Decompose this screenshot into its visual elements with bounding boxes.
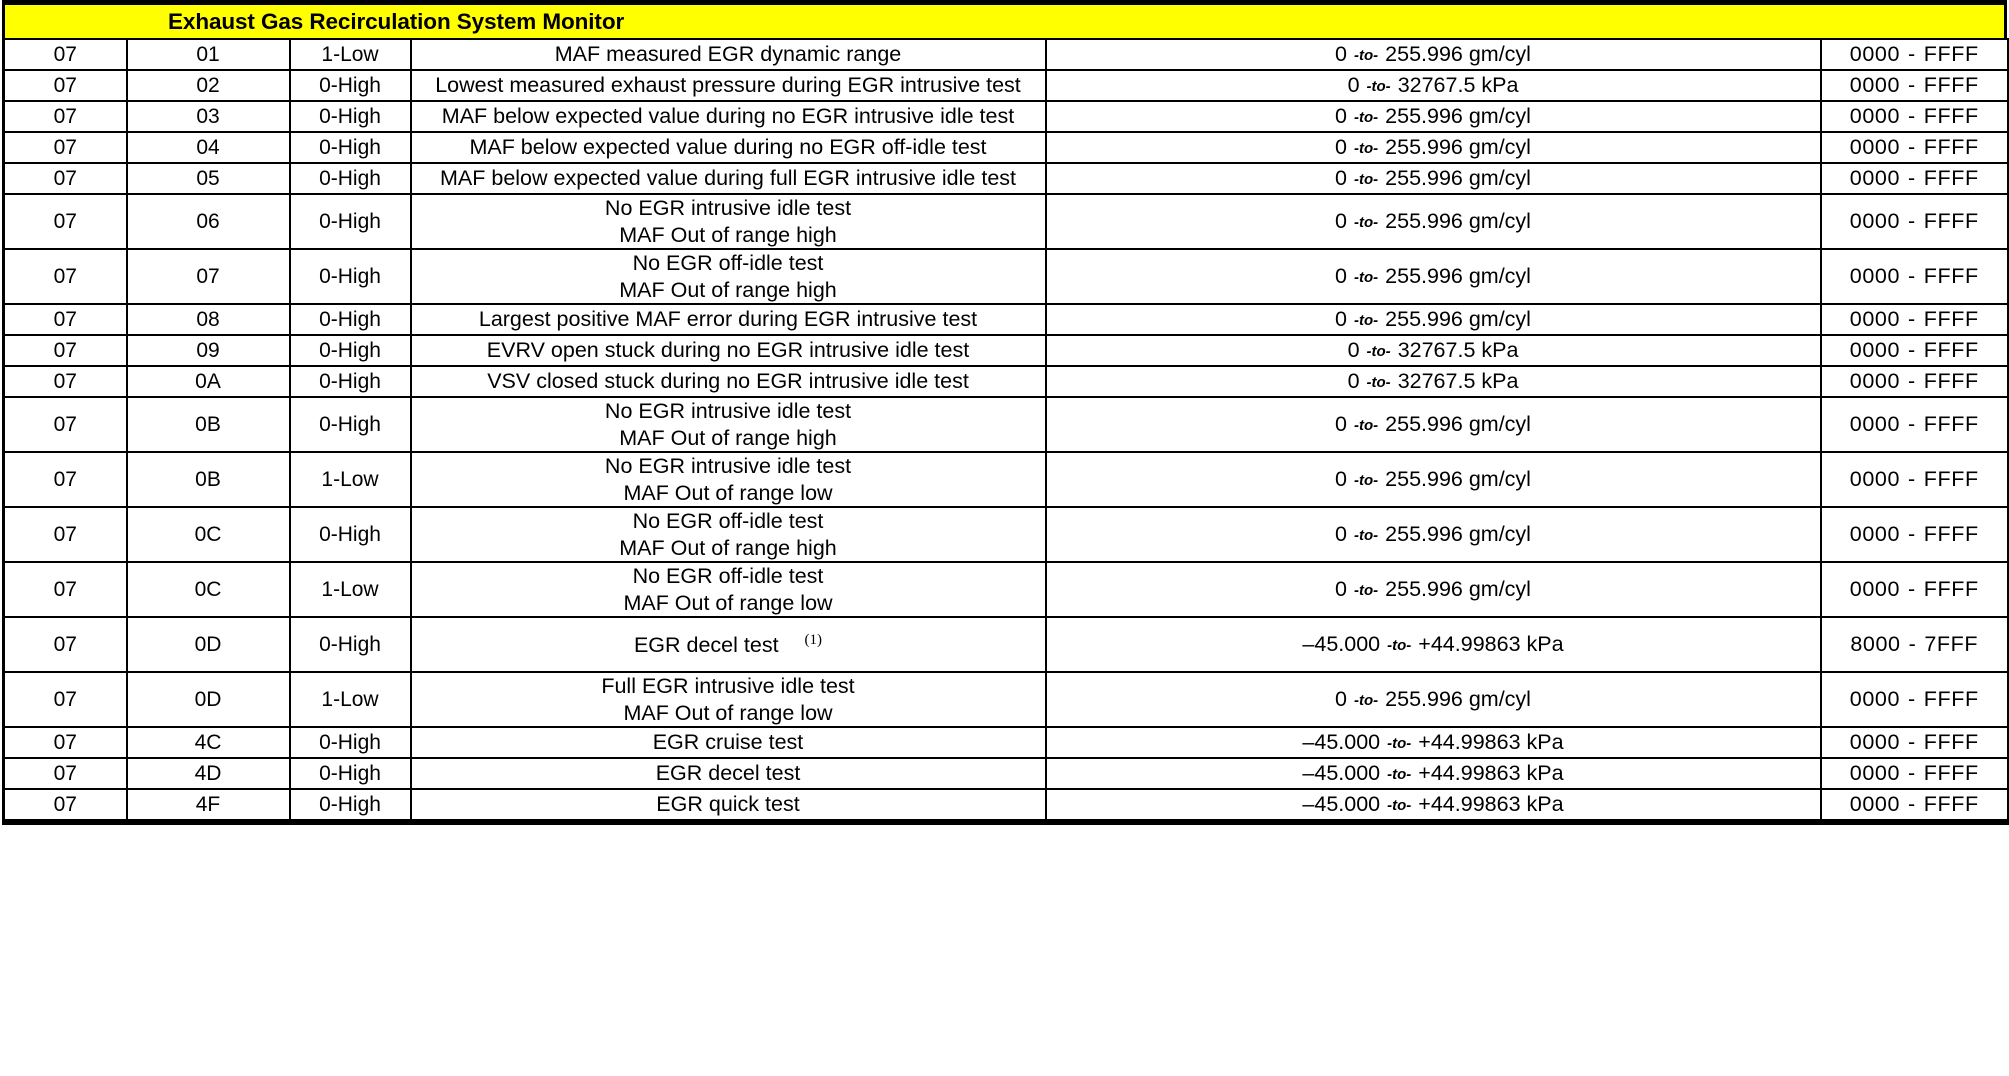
cell-system-id: 07 xyxy=(4,727,127,758)
description-line-2: MAF Out of range high xyxy=(619,535,837,560)
cell-description xyxy=(411,249,1046,304)
hex-low-value: 0000 xyxy=(1849,761,1901,785)
cell-hex-range xyxy=(1821,194,2009,249)
cell-range xyxy=(1046,617,1821,672)
cell-system-id: 07 xyxy=(4,304,127,335)
cell-hex-range xyxy=(1821,562,2009,617)
cell-description xyxy=(411,672,1046,727)
range-high-value: 255.996 gm/cyl xyxy=(1385,467,1531,492)
range-separator: -to- xyxy=(1387,735,1412,753)
cell-range xyxy=(1046,132,1821,163)
table-row xyxy=(4,304,2009,335)
hex-separator: - xyxy=(1908,687,1916,711)
range-high-value: +44.99863 kPa xyxy=(1418,730,1564,755)
cell-hex-range xyxy=(1821,132,2009,163)
hex-low-value: 0000 xyxy=(1849,104,1901,128)
range-low-value: 0 xyxy=(1335,577,1347,602)
cell-test-id: 06 xyxy=(127,194,290,249)
description-line-1: EGR decel test xyxy=(633,632,779,657)
range-separator: -to- xyxy=(1354,692,1379,710)
hex-separator: - xyxy=(1908,730,1916,754)
cell-test-id: 0D xyxy=(127,672,290,727)
table-row xyxy=(4,132,2009,163)
cell-test-id: 01 xyxy=(127,39,290,70)
cell-range xyxy=(1046,101,1821,132)
cell-range xyxy=(1046,304,1821,335)
range-high-value: 255.996 gm/cyl xyxy=(1385,307,1531,332)
table-row xyxy=(4,163,2009,194)
cell-limit-type: 0-High xyxy=(290,304,411,335)
cell-range xyxy=(1046,39,1821,70)
range-low-value: 0 xyxy=(1335,264,1347,289)
description-line-2: MAF Out of range low xyxy=(623,590,833,615)
cell-description xyxy=(411,397,1046,452)
cell-hex-range xyxy=(1821,304,2009,335)
cell-test-id: 0C xyxy=(127,507,290,562)
cell-hex-range xyxy=(1821,727,2009,758)
hex-separator: - xyxy=(1908,135,1916,159)
hex-high-value: FFFF xyxy=(1923,104,1979,128)
range-high-value: 255.996 gm/cyl xyxy=(1385,577,1531,602)
description-line-1: Full EGR intrusive idle test xyxy=(601,674,855,699)
hex-separator: - xyxy=(1908,467,1916,491)
table-row xyxy=(4,562,2009,617)
hex-low-value: 0000 xyxy=(1849,577,1901,601)
cell-system-id: 07 xyxy=(4,70,127,101)
cell-description xyxy=(411,163,1046,194)
cell-description xyxy=(411,304,1046,335)
cell-limit-type: 0-High xyxy=(290,101,411,132)
hex-low-value: 0000 xyxy=(1849,73,1901,97)
cell-hex-range xyxy=(1821,249,2009,304)
range-high-value: 32767.5 kPa xyxy=(1397,73,1519,98)
table-row xyxy=(4,672,2009,727)
hex-low-value: 8000 xyxy=(1850,632,1901,656)
spec-table-body xyxy=(4,39,2009,822)
cell-hex-range xyxy=(1821,70,2009,101)
cell-system-id: 07 xyxy=(4,335,127,366)
hex-high-value: FFFF xyxy=(1923,577,1979,601)
hex-low-value: 0000 xyxy=(1849,412,1901,436)
hex-separator: - xyxy=(1908,166,1916,190)
table-row xyxy=(4,397,2009,452)
cell-description xyxy=(411,132,1046,163)
hex-low-value: 0000 xyxy=(1849,166,1901,190)
description-line-1: No EGR intrusive idle test xyxy=(604,196,852,221)
hex-separator: - xyxy=(1908,209,1916,233)
cell-hex-range xyxy=(1821,452,2009,507)
cell-system-id: 07 xyxy=(4,163,127,194)
hex-high-value: FFFF xyxy=(1923,369,1979,393)
cell-range xyxy=(1046,249,1821,304)
range-separator: -to- xyxy=(1387,637,1412,655)
hex-high-value: FFFF xyxy=(1923,412,1979,436)
range-separator: -to- xyxy=(1354,527,1379,545)
hex-high-value: FFFF xyxy=(1923,730,1979,754)
cell-limit-type: 1-Low xyxy=(290,452,411,507)
table-row xyxy=(4,335,2009,366)
description-line-1: No EGR off-idle test xyxy=(632,564,824,589)
hex-separator: - xyxy=(1908,338,1916,362)
cell-description xyxy=(411,727,1046,758)
cell-range xyxy=(1046,163,1821,194)
hex-low-value: 0000 xyxy=(1849,687,1901,711)
hex-low-value: 0000 xyxy=(1849,522,1901,546)
table-row xyxy=(4,617,2009,672)
cell-system-id: 07 xyxy=(4,397,127,452)
description-line-1: Lowest measured exhaust pressure during EGR intrusive test xyxy=(435,73,1021,98)
cell-test-id: 08 xyxy=(127,304,290,335)
hex-low-value: 0000 xyxy=(1849,467,1901,491)
cell-range xyxy=(1046,562,1821,617)
cell-test-id: 0D xyxy=(127,617,290,672)
cell-limit-type: 0-High xyxy=(290,70,411,101)
cell-limit-type: 0-High xyxy=(290,366,411,397)
cell-test-id: 4D xyxy=(127,758,290,789)
cell-test-id: 07 xyxy=(127,249,290,304)
hex-low-value: 0000 xyxy=(1849,209,1901,233)
hex-separator: - xyxy=(1908,264,1916,288)
cell-description xyxy=(411,507,1046,562)
cell-limit-type: 0-High xyxy=(290,617,411,672)
description-line-2: MAF Out of range high xyxy=(619,425,837,450)
description-line-1: MAF measured EGR dynamic range xyxy=(554,42,902,67)
hex-separator: - xyxy=(1908,104,1916,128)
table-row xyxy=(4,194,2009,249)
cell-test-id: 03 xyxy=(127,101,290,132)
cell-system-id: 07 xyxy=(4,758,127,789)
hex-low-value: 0000 xyxy=(1849,135,1901,159)
cell-system-id: 07 xyxy=(4,132,127,163)
hex-low-value: 0000 xyxy=(1849,369,1901,393)
cell-test-id: 05 xyxy=(127,163,290,194)
range-low-value: 0 xyxy=(1335,42,1347,67)
cell-test-id: 0B xyxy=(127,452,290,507)
range-separator: -to- xyxy=(1354,472,1379,490)
cell-range xyxy=(1046,507,1821,562)
table-row xyxy=(4,249,2009,304)
hex-high-value: FFFF xyxy=(1923,166,1979,190)
hex-high-value: FFFF xyxy=(1923,338,1979,362)
cell-description xyxy=(411,366,1046,397)
cell-test-id: 09 xyxy=(127,335,290,366)
hex-high-value: FFFF xyxy=(1923,792,1979,816)
range-low-value: –45.000 xyxy=(1302,761,1381,786)
cell-hex-range xyxy=(1821,758,2009,789)
description-line-2: MAF Out of range low xyxy=(623,480,833,505)
cell-range xyxy=(1046,758,1821,789)
range-high-value: 255.996 gm/cyl xyxy=(1385,135,1531,160)
hex-high-value: FFFF xyxy=(1923,264,1979,288)
range-separator: -to- xyxy=(1354,269,1379,287)
cell-hex-range xyxy=(1821,672,2009,727)
cell-hex-range xyxy=(1821,507,2009,562)
range-separator: -to- xyxy=(1366,78,1391,96)
hex-separator: - xyxy=(1908,522,1916,546)
cell-description xyxy=(411,758,1046,789)
cell-hex-range xyxy=(1821,39,2009,70)
cell-system-id: 07 xyxy=(4,249,127,304)
range-separator: -to- xyxy=(1387,766,1412,784)
range-high-value: 255.996 gm/cyl xyxy=(1385,104,1531,129)
cell-hex-range xyxy=(1821,163,2009,194)
description-line-1: MAF below expected value during no EGR intrusive idle test xyxy=(441,104,1015,129)
hex-separator: - xyxy=(1908,307,1916,331)
description-line-1: No EGR intrusive idle test xyxy=(604,399,852,424)
cell-limit-type: 1-Low xyxy=(290,672,411,727)
hex-separator: - xyxy=(1908,42,1916,66)
cell-limit-type: 0-High xyxy=(290,397,411,452)
cell-limit-type: 0-High xyxy=(290,727,411,758)
range-low-value: 0 xyxy=(1335,522,1347,547)
cell-test-id: 4F xyxy=(127,789,290,822)
hex-high-value: FFFF xyxy=(1923,467,1979,491)
table-row xyxy=(4,70,2009,101)
range-high-value: +44.99863 kPa xyxy=(1418,761,1564,786)
cell-hex-range xyxy=(1821,101,2009,132)
table-row xyxy=(4,789,2009,822)
cell-system-id: 07 xyxy=(4,452,127,507)
cell-hex-range xyxy=(1821,397,2009,452)
table-row xyxy=(4,366,2009,397)
range-low-value: 0 xyxy=(1335,412,1347,437)
cell-system-id: 07 xyxy=(4,617,127,672)
range-high-value: +44.99863 kPa xyxy=(1418,632,1564,657)
description-line-1: EGR quick test xyxy=(656,792,800,817)
description-line-1: MAF below expected value during full EGR intrusive idle test xyxy=(440,166,1016,191)
range-low-value: 0 xyxy=(1335,135,1347,160)
cell-range xyxy=(1046,335,1821,366)
cell-limit-type: 0-High xyxy=(290,758,411,789)
range-low-value: 0 xyxy=(1335,687,1347,712)
range-separator: -to- xyxy=(1354,47,1379,65)
cell-hex-range xyxy=(1821,617,2009,672)
cell-limit-type: 0-High xyxy=(290,194,411,249)
cell-description xyxy=(411,617,1046,672)
hex-high-value: FFFF xyxy=(1923,307,1979,331)
table-row xyxy=(4,758,2009,789)
cell-limit-type: 0-High xyxy=(290,163,411,194)
description-line-1: EGR cruise test xyxy=(652,730,804,755)
cell-system-id: 07 xyxy=(4,101,127,132)
cell-hex-range xyxy=(1821,335,2009,366)
cell-description xyxy=(411,562,1046,617)
cell-description xyxy=(411,39,1046,70)
description-line-1: No EGR off-idle test xyxy=(632,509,824,534)
range-low-value: 0 xyxy=(1335,104,1347,129)
range-separator: -to- xyxy=(1354,109,1379,127)
range-low-value: –45.000 xyxy=(1302,792,1381,817)
footnote-marker: (1) xyxy=(804,631,823,648)
hex-low-value: 0000 xyxy=(1849,338,1901,362)
hex-low-value: 0000 xyxy=(1849,792,1901,816)
table-row xyxy=(4,101,2009,132)
hex-separator: - xyxy=(1908,761,1916,785)
range-high-value: 255.996 gm/cyl xyxy=(1385,522,1531,547)
hex-low-value: 0000 xyxy=(1849,42,1901,66)
range-separator: -to- xyxy=(1354,417,1379,435)
range-separator: -to- xyxy=(1354,582,1379,600)
range-low-value: 0 xyxy=(1347,73,1360,98)
range-low-value: –45.000 xyxy=(1302,632,1381,657)
cell-description xyxy=(411,789,1046,822)
cell-limit-type: 1-Low xyxy=(290,39,411,70)
range-separator: -to- xyxy=(1354,214,1379,232)
hex-separator: - xyxy=(1908,792,1916,816)
cell-range xyxy=(1046,452,1821,507)
hex-low-value: 0000 xyxy=(1849,264,1901,288)
description-line-1: No EGR intrusive idle test xyxy=(604,454,852,479)
range-low-value: 0 xyxy=(1347,338,1360,363)
description-line-1: EGR decel test xyxy=(655,761,801,786)
range-low-value: –45.000 xyxy=(1302,730,1381,755)
range-low-value: 0 xyxy=(1335,166,1347,191)
cell-range xyxy=(1046,789,1821,822)
hex-low-value: 0000 xyxy=(1849,307,1901,331)
range-low-value: 0 xyxy=(1335,467,1347,492)
range-high-value: 255.996 gm/cyl xyxy=(1385,42,1531,67)
cell-test-id: 0C xyxy=(127,562,290,617)
description-line-1: EVRV open stuck during no EGR intrusive idle test xyxy=(486,338,970,363)
cell-description xyxy=(411,335,1046,366)
description-line-2: MAF Out of range high xyxy=(619,277,837,302)
description-line-1: No EGR off-idle test xyxy=(632,251,824,276)
cell-hex-range xyxy=(1821,366,2009,397)
range-high-value: 32767.5 kPa xyxy=(1397,338,1519,363)
cell-limit-type: 0-High xyxy=(290,335,411,366)
range-low-value: 0 xyxy=(1335,307,1347,332)
hex-low-value: 0000 xyxy=(1849,730,1901,754)
cell-description xyxy=(411,101,1046,132)
range-low-value: 0 xyxy=(1347,369,1360,394)
range-high-value: 32767.5 kPa xyxy=(1397,369,1519,394)
hex-separator: - xyxy=(1908,577,1916,601)
monitor-spec-table xyxy=(2,38,2009,825)
description-line-1: MAF below expected value during no EGR off-idle test xyxy=(469,135,987,160)
range-separator: -to- xyxy=(1354,171,1379,189)
range-separator: -to- xyxy=(1387,797,1412,815)
range-separator: -to- xyxy=(1354,140,1379,158)
cell-range xyxy=(1046,727,1821,758)
hex-high-value: FFFF xyxy=(1923,687,1979,711)
cell-system-id: 07 xyxy=(4,194,127,249)
monitor-banner xyxy=(2,0,2007,38)
cell-test-id: 0A xyxy=(127,366,290,397)
cell-range xyxy=(1046,672,1821,727)
range-high-value: 255.996 gm/cyl xyxy=(1385,209,1531,234)
range-separator: -to- xyxy=(1366,374,1391,392)
hex-high-value: FFFF xyxy=(1923,522,1979,546)
cell-description xyxy=(411,194,1046,249)
range-separator: -to- xyxy=(1366,343,1391,361)
cell-range xyxy=(1046,70,1821,101)
cell-system-id: 07 xyxy=(4,672,127,727)
cell-system-id: 07 xyxy=(4,507,127,562)
cell-limit-type: 0-High xyxy=(290,132,411,163)
table-row xyxy=(4,727,2009,758)
hex-separator: - xyxy=(1908,369,1916,393)
hex-high-value: FFFF xyxy=(1923,761,1979,785)
range-high-value: +44.99863 kPa xyxy=(1418,792,1564,817)
cell-test-id: 4C xyxy=(127,727,290,758)
cell-hex-range xyxy=(1821,789,2009,822)
hex-separator: - xyxy=(1908,632,1917,656)
cell-system-id: 07 xyxy=(4,39,127,70)
range-low-value: 0 xyxy=(1335,209,1347,234)
range-high-value: 255.996 gm/cyl xyxy=(1385,412,1531,437)
table-row xyxy=(4,39,2009,70)
cell-limit-type: 0-High xyxy=(290,507,411,562)
cell-description xyxy=(411,452,1046,507)
description-line-1: VSV closed stuck during no EGR intrusive idle test xyxy=(487,369,969,394)
description-line-1: Largest positive MAF error during EGR intrusive test xyxy=(478,307,978,332)
cell-range xyxy=(1046,397,1821,452)
hex-high-value: FFFF xyxy=(1923,73,1979,97)
cell-limit-type: 0-High xyxy=(290,249,411,304)
description-line-2: MAF Out of range low xyxy=(623,700,833,725)
table-row xyxy=(4,452,2009,507)
hex-separator: - xyxy=(1908,412,1916,436)
range-high-value: 255.996 gm/cyl xyxy=(1385,166,1531,191)
cell-limit-type: 0-High xyxy=(290,789,411,822)
range-separator: -to- xyxy=(1354,312,1379,330)
hex-separator: - xyxy=(1908,73,1916,97)
hex-high-value: FFFF xyxy=(1923,209,1979,233)
cell-description xyxy=(411,70,1046,101)
cell-system-id: 07 xyxy=(4,366,127,397)
cell-test-id: 04 xyxy=(127,132,290,163)
cell-test-id: 0B xyxy=(127,397,290,452)
range-high-value: 255.996 gm/cyl xyxy=(1385,264,1531,289)
page-title: Exhaust Gas Recirculation System Monitor xyxy=(168,8,625,34)
hex-high-value: 7FFF xyxy=(1924,632,1979,656)
cell-test-id: 02 xyxy=(127,70,290,101)
cell-range xyxy=(1046,366,1821,397)
description-line-2: MAF Out of range high xyxy=(619,222,837,247)
cell-limit-type: 1-Low xyxy=(290,562,411,617)
cell-range xyxy=(1046,194,1821,249)
cell-system-id: 07 xyxy=(4,789,127,822)
cell-system-id: 07 xyxy=(4,562,127,617)
hex-high-value: FFFF xyxy=(1923,42,1979,66)
range-high-value: 255.996 gm/cyl xyxy=(1385,687,1531,712)
hex-high-value: FFFF xyxy=(1923,135,1979,159)
table-row xyxy=(4,507,2009,562)
